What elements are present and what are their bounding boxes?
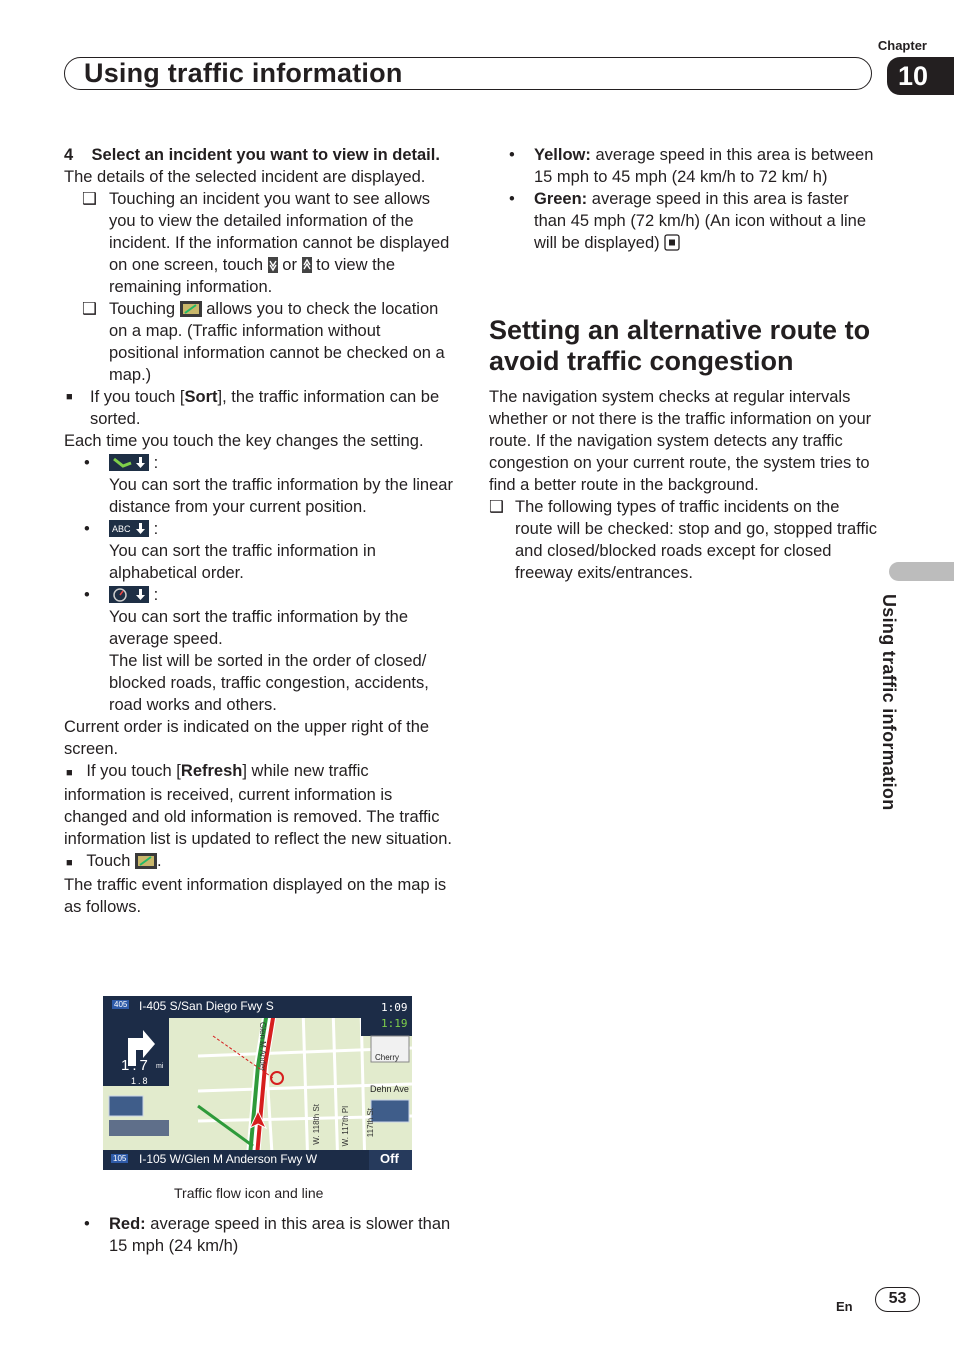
square-bullet-icon: ■	[66, 767, 73, 779]
bullet-icon: •	[84, 454, 90, 472]
yellow-text: average speed in this area is between 15 mph to 45 mph (24 km/h to 72 km/ h)	[534, 146, 874, 186]
street-117th-st: 117th St	[366, 1108, 375, 1138]
svg-text:ABC: ABC	[112, 524, 131, 534]
sort-item-desc: You can sort the traffic information by the linear distance from your current position.	[109, 476, 453, 516]
sort-text: If you touch [	[90, 388, 185, 406]
current-order: Current order is indicated on the upper right of the screen.	[64, 718, 430, 758]
sort-paragraph	[64, 386, 454, 430]
side-tab-bar	[889, 562, 954, 581]
step-body: The details of the selected incident are displayed.	[64, 168, 426, 186]
touch-period: .	[157, 852, 162, 870]
note-or: or	[282, 256, 297, 274]
page-title: Using traffic information	[84, 58, 403, 88]
section-heading: Setting an alternative route to avoid traffic congestion	[489, 315, 871, 376]
scroll-up-icon	[302, 257, 312, 273]
sort-item-desc: You can sort the traffic information in alphabetical order.	[109, 542, 376, 582]
touch-text: Touch	[86, 852, 131, 870]
map-screenshot	[103, 996, 412, 1170]
right-column-body	[489, 386, 879, 584]
right-column-top	[489, 144, 879, 254]
poi-label: Cherry	[375, 1053, 400, 1062]
bullet-icon: •	[509, 190, 515, 208]
refresh-key-label: Refresh	[180, 762, 243, 780]
sort-speed-icon	[109, 586, 149, 603]
sort-item-speed: • : You can sort the traffic information by the average speed. The list will be sorted in the order of closed/ blocked roads, traffic congestion, accidents, road works and others.	[84, 586, 429, 714]
sort-item-extra: The list will be sorted in the order of closed/ blocked roads, traffic congestion, accidents, road works and others.	[109, 652, 429, 714]
sort-each: Each time you touch the key changes the setting.	[64, 432, 424, 450]
note-map-check	[64, 298, 454, 386]
shield-405: 405	[114, 1000, 128, 1009]
yellow-label: Yellow:	[534, 146, 591, 164]
note-text: Touching an incident you want to see allows you to view the detailed information of the incident. If the information cannot be displayed on one screen, touch	[109, 190, 450, 274]
bullet-icon: •	[84, 520, 90, 538]
sort-alphabet-icon	[109, 520, 149, 537]
sort-text-end: ], the traffic information can be sorted.	[90, 388, 440, 428]
note-text-end: to view the remaining information.	[109, 256, 396, 296]
map-intro: The traffic event information displayed on the map is as follows.	[64, 876, 447, 916]
street-dehn-ave: Dehn Ave	[370, 1084, 409, 1094]
section-note-text: The following types of traffic incidents on the route will be checked: stop and go, stopped traffic and closed/blocked roads except for closed freeway exits/entrances.	[515, 498, 878, 582]
sort-item-distance: • : You can sort the traffic information by the linear distance from your current position.	[84, 454, 453, 516]
distance-value: 1.7	[121, 1057, 151, 1074]
sort-distance-icon	[109, 454, 149, 471]
note-touch-incident	[64, 188, 454, 298]
chapter-number-badge: 10	[887, 57, 954, 95]
refresh-text: If you touch [	[86, 762, 181, 780]
sort-item-alpha: • ABC : You can sort the traffic information in alphabetical order.	[84, 520, 376, 582]
step-title: Select an incident you want to view in detail.	[91, 146, 440, 164]
audio-off-button[interactable]: Off	[380, 1151, 399, 1166]
distance-unit: mi	[156, 1063, 164, 1070]
left-column	[64, 144, 454, 918]
note-text: Touching	[109, 300, 176, 318]
refresh-paragraph	[64, 760, 454, 850]
street-118th: W. 118th St	[312, 1104, 321, 1145]
scroll-down-icon	[268, 257, 278, 273]
green-label: Green:	[534, 190, 588, 208]
square-bullet-icon: ■	[66, 391, 73, 403]
sort-key-label: Sort	[184, 388, 218, 406]
note-text-end: allows you to check the location on a map. (Traffic information without positional information cannot be checked on a map.)	[109, 300, 445, 384]
section-note	[489, 496, 879, 584]
square-bullet-icon: ■	[66, 857, 73, 869]
touch-paragraph	[64, 850, 454, 874]
next-road-label: I-105 W/Glen M Anderson Fwy W	[139, 1152, 318, 1166]
bullet-icon: •	[84, 586, 90, 604]
eta-time-1: 1:09	[381, 1001, 408, 1014]
street-117th-pl: W. 117th Pl	[341, 1106, 350, 1147]
checkbox-icon: ❑	[82, 190, 97, 208]
red-label: Red:	[109, 1215, 146, 1233]
step-heading	[64, 144, 454, 166]
end-mark-icon	[664, 234, 680, 251]
red-text: average speed in this area is slower than 15 mph (24 km/h)	[109, 1215, 451, 1255]
page-number: 53	[875, 1287, 920, 1312]
checkbox-icon: ❑	[489, 498, 504, 516]
current-road-label: I-405 S/San Diego Fwy S	[139, 999, 274, 1013]
street-glen: Glen M Ander	[258, 1022, 267, 1071]
map-view-icon	[135, 853, 157, 869]
side-tab-label: Using traffic information	[879, 594, 899, 811]
bullet-icon: •	[84, 1215, 90, 1233]
chapter-label: Chapter	[877, 38, 927, 53]
step-number: 4	[64, 146, 74, 164]
map-view-icon	[180, 301, 202, 317]
figure-caption: Traffic flow icon and line	[174, 1185, 324, 1201]
red-item	[64, 1213, 454, 1257]
refresh-text-end: ] while new traffic information is received, current information is changed and old information is removed. The traffic information list is updated to reflect the new situation.	[64, 762, 452, 848]
sort-item-desc: You can sort the traffic information by the average speed.	[109, 608, 409, 648]
bullet-icon: •	[509, 146, 515, 164]
distance-next: 1.8	[131, 1076, 150, 1086]
eta-time-2: 1:19	[381, 1017, 408, 1030]
checkbox-icon: ❑	[82, 300, 97, 318]
language-label: En	[836, 1299, 853, 1314]
shield-105: 105	[113, 1154, 127, 1163]
green-text: average speed in this area is faster than 45 mph (72 km/h) (An icon without a line will be displayed)	[534, 190, 867, 252]
section-paragraph: The navigation system checks at regular intervals whether or not there is the traffic information on your route. If the navigation system detects any traffic congestion on your current route, the system tries to find a better route in the background.	[489, 388, 872, 494]
